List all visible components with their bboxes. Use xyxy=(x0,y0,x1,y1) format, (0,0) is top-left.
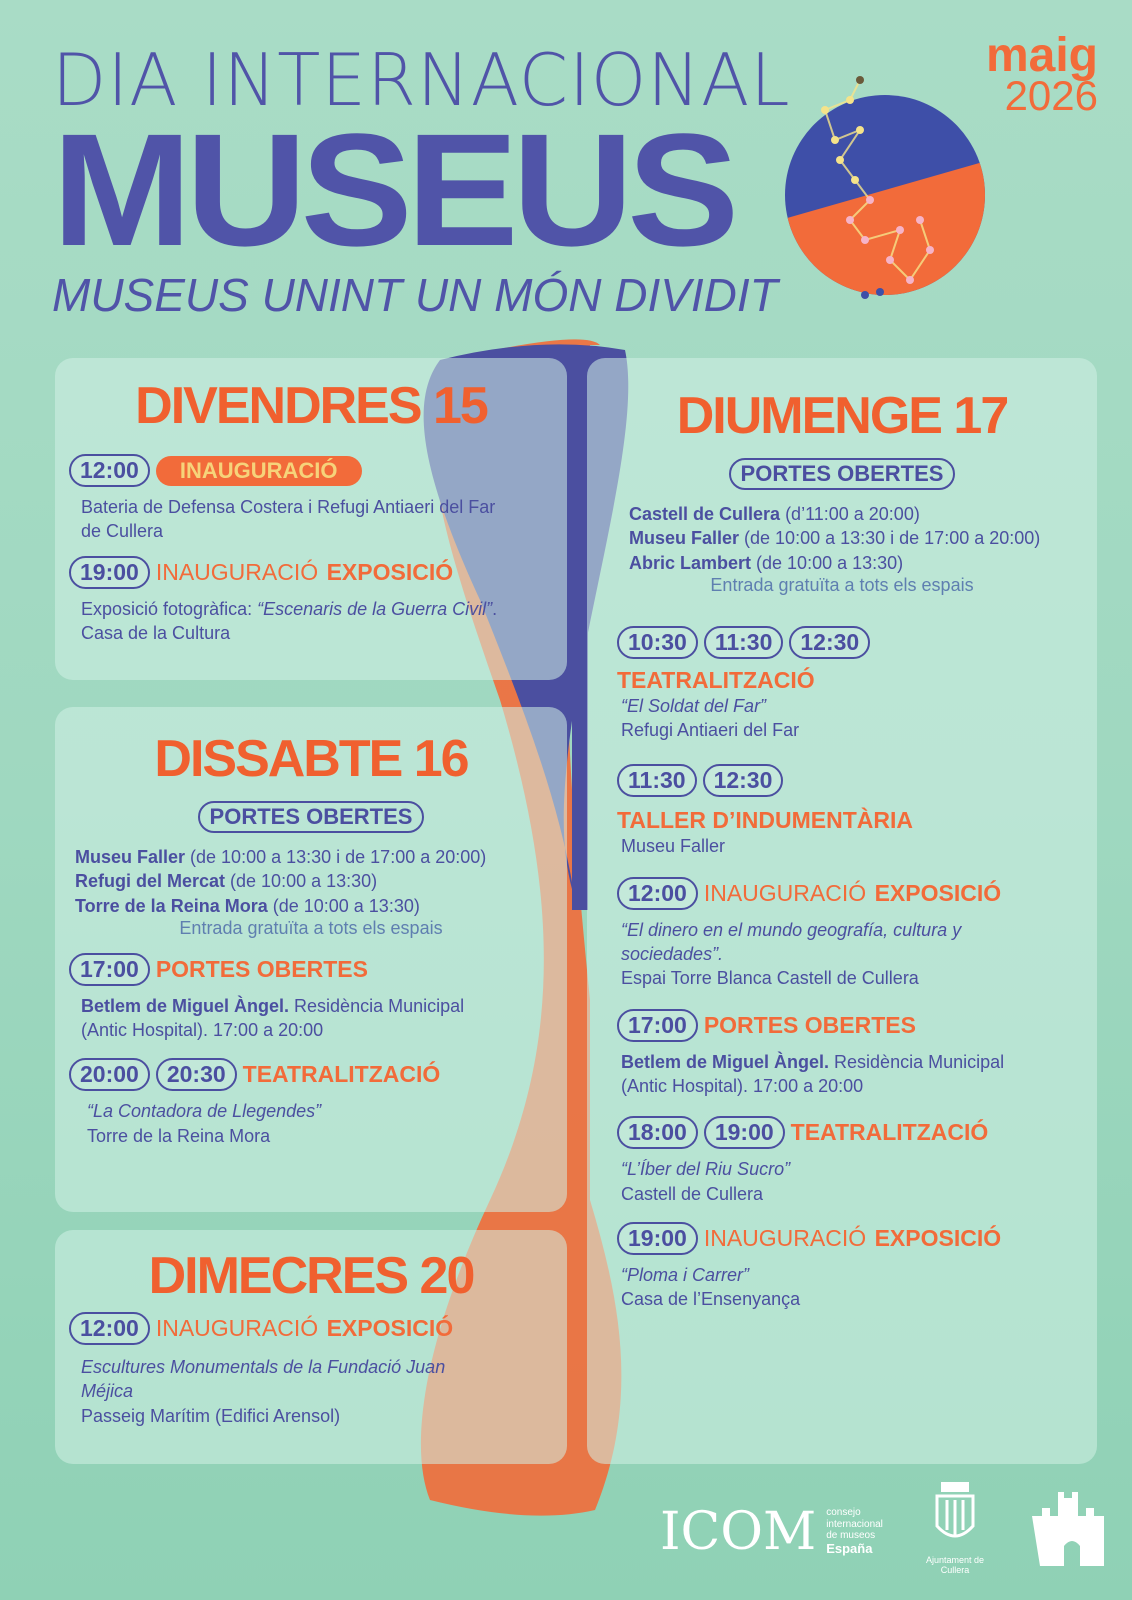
header-title: MUSEUS xyxy=(52,100,733,279)
event-label: TALLER D’INDUMENTÀRIA xyxy=(617,807,913,834)
venue-name: Museu Faller xyxy=(629,528,740,549)
event-title: “La Contadora de Llegendes” xyxy=(87,1101,322,1122)
desc-italic: “Escenaris de la Guerra Civil” xyxy=(257,598,493,619)
time-badge: 11:30 xyxy=(704,626,784,659)
day-title-saturday: DISSABTE 16 xyxy=(154,730,468,788)
crest-icon xyxy=(933,1480,977,1550)
header-subtitle: MUSEUS UNINT UN MÓN DIVIDIT xyxy=(52,269,778,321)
venue-name: Castell de Cullera xyxy=(629,504,781,524)
event-label: TEATRALITZACIÓ xyxy=(242,1061,441,1088)
event-desc xyxy=(81,994,501,1043)
event-label: TEATRALITZACIÓ xyxy=(617,666,815,693)
event-desc xyxy=(621,1050,1041,1099)
panel-wednesday xyxy=(55,1230,567,1464)
free-entry-note: Entrada gratuïta a tots els espais xyxy=(710,574,974,595)
castle-icon xyxy=(1028,1486,1108,1566)
event-title: “L’Íber del Riu Sucro” xyxy=(621,1159,791,1180)
event-desc xyxy=(621,918,1061,991)
venue-hours: (de 10:00 a 13:30) xyxy=(225,871,378,892)
icom-sub: de museos xyxy=(826,1530,876,1542)
venue-name: Abric Lambert xyxy=(629,552,752,573)
ajuntament-logo xyxy=(915,1480,995,1575)
desc-bold: Betlem de Miguel Àngel. xyxy=(81,995,290,1016)
year: 2026 xyxy=(1004,72,1098,120)
icom-wordmark: ICOM xyxy=(660,1502,817,1562)
event-label: INAUGURACIÓ xyxy=(703,879,867,906)
day-title-wednesday: DIMECRES 20 xyxy=(148,1247,474,1305)
event-place: Passeig Marítim (Edifici Arensol) xyxy=(81,1405,341,1426)
event-label: INAUGURACIÓ xyxy=(155,1315,319,1341)
event-title: “El Soldat del Far” xyxy=(621,695,767,716)
venue-list xyxy=(75,845,567,918)
day-title-sunday: DIUMENGE 17 xyxy=(676,387,1008,445)
venue-hours: (de 10:00 a 13:30 i de 17:00 a 20:00) xyxy=(185,847,487,867)
venue-hours: (de 10:00 a 13:30) xyxy=(751,552,904,573)
event-desc: Bateria de Defensa Costera i Refugi Antiaeri del Far de Cullera xyxy=(81,497,496,542)
icom-sub: España xyxy=(826,1540,873,1556)
event-label-bold: EXPOSICIÓ xyxy=(326,1315,454,1341)
event-label-bold: EXPOSICIÓ xyxy=(874,879,1002,906)
event-desc xyxy=(621,1157,1067,1206)
venue-name: Refugi del Mercat xyxy=(75,871,226,892)
event-label: INAUGURACIÓ xyxy=(156,456,362,486)
time-badge: 12:00 xyxy=(69,454,150,487)
event-desc xyxy=(87,1099,553,1148)
icom-sub: internacional xyxy=(826,1518,883,1530)
desc-bold: Betlem de Miguel Àngel. xyxy=(621,1051,830,1072)
time-badge: 19:00 xyxy=(617,1222,698,1255)
venue-name: Museu Faller xyxy=(75,847,186,867)
event-label: INAUGURACIÓ xyxy=(703,1224,867,1251)
time-badge: 17:00 xyxy=(69,953,150,986)
open-doors-badge: PORTES OBERTES xyxy=(198,801,425,833)
icom-logo xyxy=(660,1502,883,1562)
time-badge: 11:30 xyxy=(617,764,697,797)
venue-hours: (d’11:00 a 20:00) xyxy=(780,504,920,524)
event-desc xyxy=(621,1263,1067,1312)
day-title-friday: DIVENDRES 15 xyxy=(135,377,487,435)
time-badge: 12:00 xyxy=(69,1312,150,1345)
event-place: Museu Faller xyxy=(621,836,726,857)
event-title: Escultures Monumentals de la Fundació Juan Méjica xyxy=(81,1357,446,1402)
event-place: Casa de l’Ensenyança xyxy=(621,1289,801,1310)
globe-graphic xyxy=(780,70,990,310)
event-place: Castell de Cullera xyxy=(621,1183,764,1204)
date-badge xyxy=(985,29,1098,120)
event-title: “El dinero en el mundo geografía, cultura y sociedades”. xyxy=(621,919,962,965)
event-desc xyxy=(621,694,1067,743)
event-place: Espai Torre Blanca Castell de Cullera xyxy=(621,968,919,989)
desc-post: . Casa de la Cultura xyxy=(81,598,498,643)
event-label-bold: EXPOSICIÓ xyxy=(326,558,454,585)
time-badge: 12:30 xyxy=(789,626,870,659)
event-title: “Ploma i Carrer” xyxy=(621,1264,750,1285)
time-badge: 12:00 xyxy=(617,877,698,910)
venue-name: Torre de la Reina Mora xyxy=(75,895,268,916)
icom-sub: consejo xyxy=(826,1507,861,1519)
open-doors-badge: PORTES OBERTES xyxy=(729,458,956,490)
time-badge: 10:30 xyxy=(617,626,698,659)
venue-hours: (de 10:00 a 13:30) xyxy=(267,895,420,916)
event-place: Torre de la Reina Mora xyxy=(87,1125,271,1146)
time-badge: 12:30 xyxy=(703,764,784,797)
time-badge: 18:00 xyxy=(617,1116,698,1149)
panel-sunday xyxy=(587,358,1097,1464)
time-badge: 19:00 xyxy=(704,1116,785,1149)
event-label: INAUGURACIÓ xyxy=(155,558,319,585)
event-place: Refugi Antiaeri del Far xyxy=(621,720,800,741)
desc-text: Residència Municipal (Antic Hospital). 17:00 a 20:00 xyxy=(81,995,465,1041)
panel-saturday xyxy=(55,707,567,1212)
desc-pre: Exposició fotogràfica: xyxy=(81,598,258,619)
month: maig xyxy=(985,29,1098,82)
event-label: TEATRALITZACIÓ xyxy=(790,1119,989,1146)
event-desc xyxy=(81,1355,501,1428)
event-label-bold: EXPOSICIÓ xyxy=(874,1224,1002,1251)
free-entry-note: Entrada gratuïta a tots els espais xyxy=(179,917,443,938)
time-badge: 17:00 xyxy=(617,1009,698,1042)
header-line1: DIA INTERNACIONAL xyxy=(52,38,791,122)
time-badge: 20:00 xyxy=(69,1058,150,1091)
ajuntament-label: Ajuntament de Cullera xyxy=(925,1555,985,1575)
venue-hours: (de 10:00 a 13:30 i de 17:00 a 20:00) xyxy=(739,528,1041,549)
event-label: PORTES OBERTES xyxy=(155,955,368,982)
time-badge: 19:00 xyxy=(69,556,150,589)
event-label: PORTES OBERTES xyxy=(703,1011,916,1038)
event-desc xyxy=(81,597,501,646)
time-badge: 20:30 xyxy=(156,1058,237,1091)
venue-list xyxy=(629,502,1097,575)
panel-friday xyxy=(55,358,567,680)
desc-text: Residència Municipal (Antic Hospital). 17:00 a 20:00 xyxy=(621,1051,1005,1096)
